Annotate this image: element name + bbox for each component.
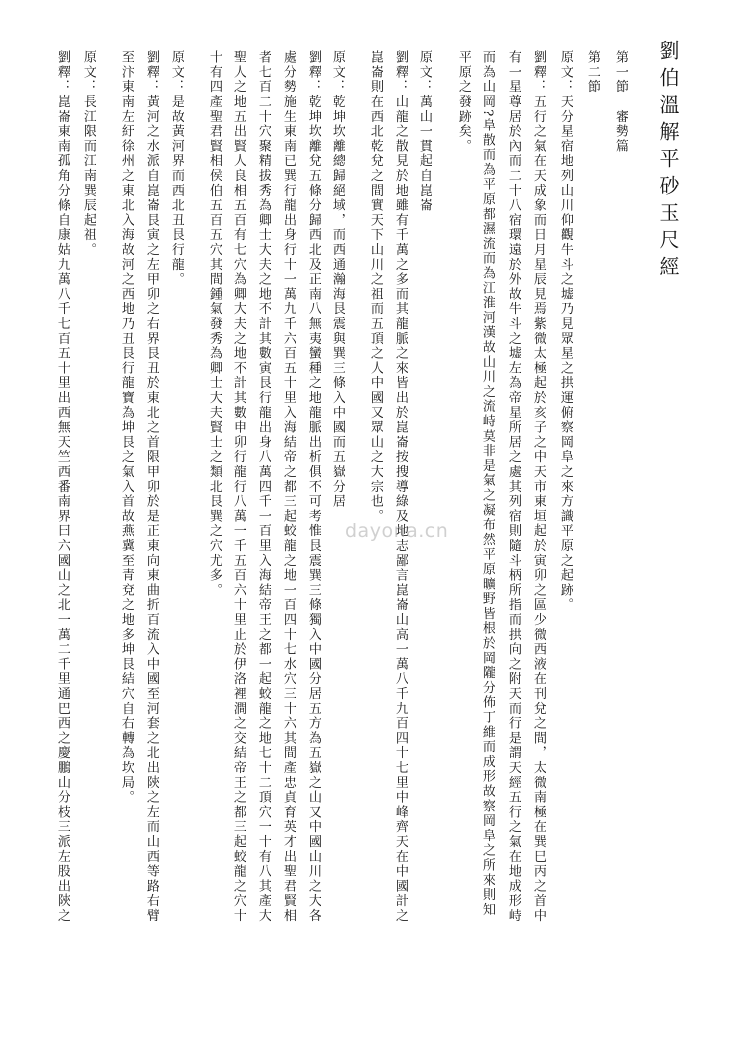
section-heading-1: 第一節 審勢篇 <box>613 50 628 154</box>
text-column: 劉釋：五行之氣在天成象而日月星辰見焉紫微太極起於亥子之中天市東垣起於寅卯之區少微西液在刊兌之間，太微南極在巽巳丙之首中 <box>531 50 546 924</box>
document-title: 劉伯溫解平砂玉尺經 <box>656 40 680 283</box>
text-column: 崑崙則在西北乾兌之間實天下山川之祖而五頂之人中國又眾山之大宗也。 <box>368 50 383 524</box>
text-column: 劉釋：崑崙東南孤角分條自康姑九萬八千七百五十里出西無天竺西番南界曰六國山之北一萬二千里通巴西之慶鵬山分枝三派左股出陝之 <box>55 50 70 924</box>
text-column: 劉釋：乾坤坎離兌五條分歸西北及正南八無夷蠻種之地龍脈出析俱不可考惟艮震巽三條獨入中國分居五方為五嶽之山又中國山川之大各 <box>306 50 321 924</box>
section-heading-2: 第二節 <box>585 50 600 95</box>
text-column: 原文：是故黃河界而西北丑艮行龍。 <box>169 50 184 287</box>
text-column: 而為山岡?阜散而為平原都濕流而為江淮河漢故山川之流峙莫非是氣之凝布然平原曠野皆根於岡隴分佈丁維而成形故察岡阜之所來則知 <box>480 50 495 918</box>
text-column: 原文：天分星宿地列山川仰觀牛斗之墟乃見眾星之拱運俯察岡阜之來方識平原之起跡。 <box>558 50 573 613</box>
text-column: 原文：長江限而江南巽辰起祖。 <box>81 50 96 258</box>
watermark: dayona.cn <box>345 520 449 542</box>
text-column: 有一星尊居於內而二十八宿環遠於外故牛斗之墟左為帝星所居之處其列宿則隨斗柄所指而拱向之附天而行是謂天經五行之氣在地成形峙 <box>506 50 521 924</box>
text-column: 處分勢施生東南已巽行龍出身行十一萬九千六百五十里入海結帝之都三起蛟龍之地一百四十七水穴三十六其間產忠貞育英才出聖君賢相 <box>281 50 296 924</box>
text-column: 十有四產聖君賢相侯伯五百五穴其間鍾氣發秀為卿士大夫賢士之類北艮巽之穴尤多。 <box>207 50 222 598</box>
text-column: 劉釋：黃河之水派自崑崙艮寅之左甲卯之右界艮丑於東北之首限甲卯於是正東向東曲折百流入中國至河套之北出陝之左而山西等路右臂 <box>144 50 159 924</box>
text-column: 者七百二十穴聚精拔秀為卿士大夫之地不計其數寅艮行龍出身八萬四千一百里入海結帝王之都一起蛟龍之地七十二頂穴一十有八其產大 <box>256 50 271 924</box>
text-column: 原文：乾坤坎離總歸絕域，而西通瀚海艮震與巽三條入中國而五嶽分居 <box>330 50 345 509</box>
text-column: 聖人之地五出賢人良相五百有七穴為卿大夫之地不計其數申卯行龍行八萬一千五百六十里止於伊洛裡澗之交結帝王之都三起蛟龍之穴十 <box>231 50 246 924</box>
text-column: 至汴東南左紆徐州之東北入海故河之西地乃丑艮行龍寶為坤艮之氣入首故燕冀至青兗之地多坤艮結穴自右轉為坎局。 <box>119 50 134 805</box>
text-column: 劉釋：山龍之散見於地雖有千萬之多而其龍脈之來皆出於崑崙按搜導綠及地志鄙言崑崙山高一萬八千九百四十七里中峰齊天在中國計之 <box>393 50 408 924</box>
text-column: 平原之發跡矣。 <box>456 50 471 154</box>
text-column: 原文：萬山一貫起自崑崙 <box>417 50 432 213</box>
